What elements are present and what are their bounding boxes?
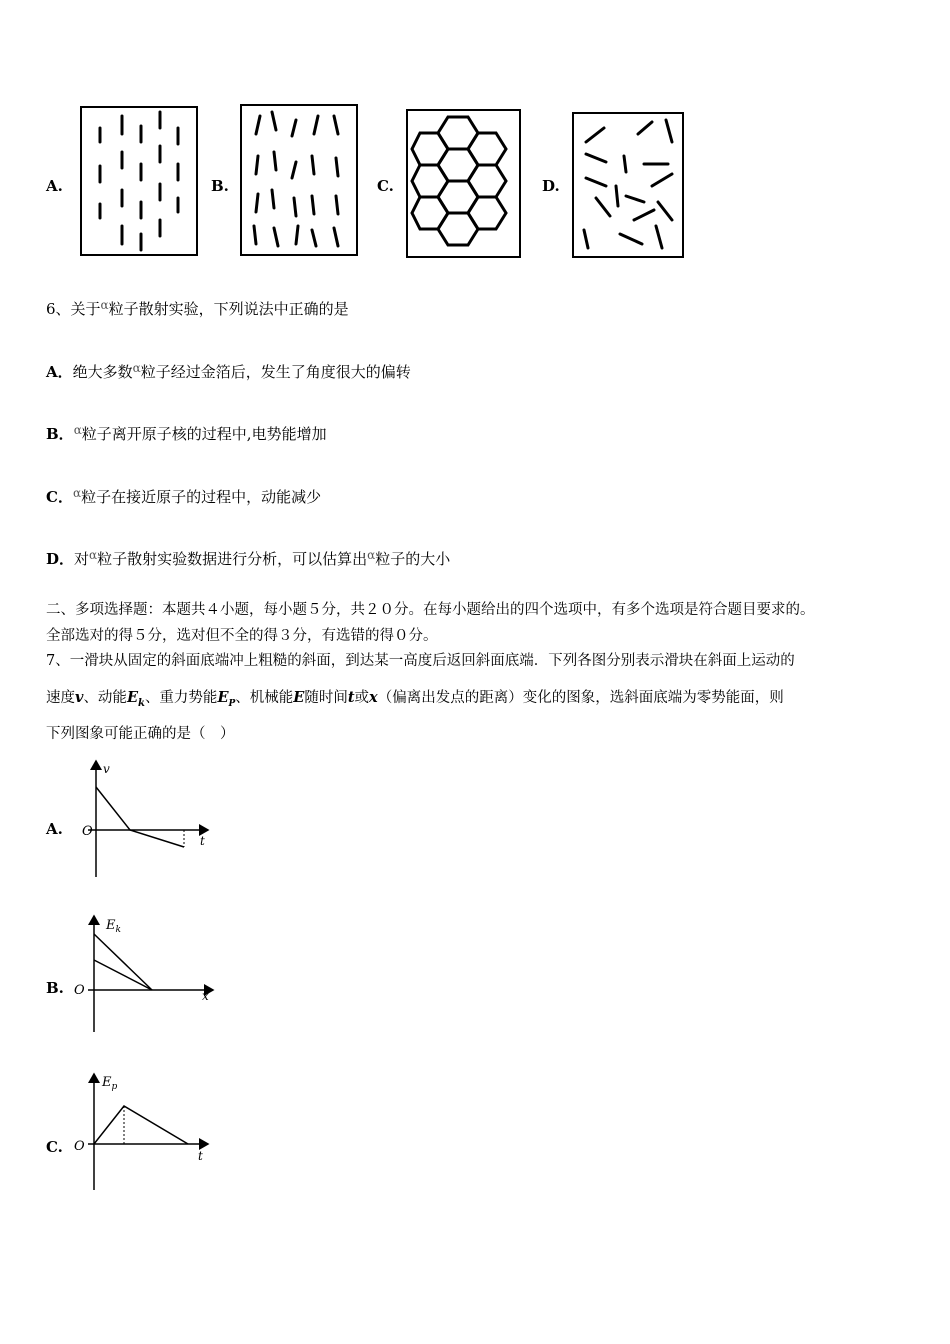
q6-option-d-label: D． xyxy=(46,550,75,568)
q5-figure-b-tilted-molecules xyxy=(240,104,358,256)
q7-text: 随时间 xyxy=(304,690,348,706)
axis-label-x: t xyxy=(198,1149,203,1163)
q5-figure-d-random-molecules xyxy=(572,112,684,258)
q5-option-b-label: B. xyxy=(211,177,229,195)
q7-line2 xyxy=(46,686,784,709)
var-ek: E xyxy=(126,689,138,706)
q7-text: 或 xyxy=(354,690,370,706)
q6-option-d-pre: 对 xyxy=(74,550,90,568)
q5-option-a-label: A. xyxy=(46,177,63,195)
axis-label-x: t xyxy=(200,834,205,848)
q6-option-c xyxy=(46,486,321,507)
var-t: t xyxy=(347,689,355,706)
alpha-symbol: α xyxy=(72,486,82,500)
q6-option-a-post: 粒子经过金箔后，发生了角度很大的偏转 xyxy=(140,363,411,381)
alpha-symbol: α xyxy=(367,548,376,562)
graph-line xyxy=(94,1106,188,1144)
q7-text: 、重力势能 xyxy=(144,690,218,706)
axis-label-y: $E_k$ xyxy=(106,918,121,935)
alpha-symbol: α xyxy=(100,298,109,312)
origin-label: O xyxy=(82,824,93,839)
origin-label: O xyxy=(74,983,85,998)
graph-line-up xyxy=(94,934,152,990)
q5-option-d-label: D. xyxy=(542,177,560,195)
q6-option-a-label: A． xyxy=(46,363,73,381)
q7-graph-a-velocity-time xyxy=(70,757,215,879)
graph-line xyxy=(96,787,184,847)
q7-option-a-label: A. xyxy=(46,820,63,838)
q6-option-a xyxy=(46,361,411,382)
q6-stem-pre: 6、关于 xyxy=(46,300,101,318)
var-v: v xyxy=(75,689,84,706)
axis-label-y: $E_p$ xyxy=(102,1075,118,1092)
q7-option-c-label: C. xyxy=(46,1138,63,1156)
alpha-symbol: α xyxy=(89,548,98,562)
graph-line-down xyxy=(94,960,152,990)
var-x: x xyxy=(369,689,378,706)
var-e: E xyxy=(293,689,305,706)
q5-figure-c-honeycomb xyxy=(406,109,521,258)
q7-graph-c-potential-energy-time xyxy=(70,1070,215,1192)
axis-label-y: v xyxy=(103,762,110,776)
var-ep-sub: P xyxy=(228,698,236,709)
q7-line3: 下列图象可能正确的是（ ） xyxy=(46,726,235,742)
q6-option-a-pre: 绝大多数 xyxy=(72,363,133,381)
q7-text: 、机械能 xyxy=(235,690,294,706)
axis-label-x: x xyxy=(202,989,209,1003)
q5-option-c-label: C. xyxy=(377,177,394,195)
q6-option-d-mid: 粒子散射实验数据进行分析，可以估算出 xyxy=(97,550,368,568)
alpha-symbol: α xyxy=(73,423,82,437)
origin-label: O xyxy=(74,1139,85,1154)
q7-line1: 7、一滑块从固定的斜面底端冲上粗糙的斜面，到达某一高度后返回斜面底端．下列各图分别表示滑块在斜面上运动的 xyxy=(46,653,795,669)
q7-text: 、动能 xyxy=(83,690,127,706)
q6-option-b-text: 粒子离开原子核的过程中,电势能增加 xyxy=(81,425,327,443)
q6-option-d-post: 粒子的大小 xyxy=(375,550,451,568)
q6-option-c-label: C． xyxy=(46,488,73,506)
q6-stem-post: 粒子散射实验，下列说法中正确的是 xyxy=(108,300,349,318)
q7-option-b-label: B. xyxy=(46,979,64,997)
q6-option-b xyxy=(46,423,327,444)
section2-line1: 二、多项选择题：本题共４小题，每小题５分，共２０分。在每小题给出的四个选项中，有多个选项是符合题目要求的。 xyxy=(46,602,815,618)
section2-line2: 全部选对的得５分，选对但不全的得３分，有选错的得０分。 xyxy=(46,628,438,644)
var-ep: E xyxy=(217,689,229,706)
q6-option-b-label: B． xyxy=(46,425,74,443)
alpha-symbol: α xyxy=(132,361,141,375)
q6-option-c-text: 粒子在接近原子的过程中，动能减少 xyxy=(81,488,322,506)
q6-option-d xyxy=(46,548,450,569)
q5-figure-a-aligned-molecules xyxy=(80,106,198,256)
q7-graph-b-kinetic-energy-distance xyxy=(70,912,220,1034)
q7-text: （偏离出发点的距离）变化的图象，选斜面底端为零势能面，则 xyxy=(377,690,784,706)
var-ek-sub: k xyxy=(138,697,145,709)
q6-stem xyxy=(46,298,349,319)
q7-text: 速度 xyxy=(46,690,75,706)
